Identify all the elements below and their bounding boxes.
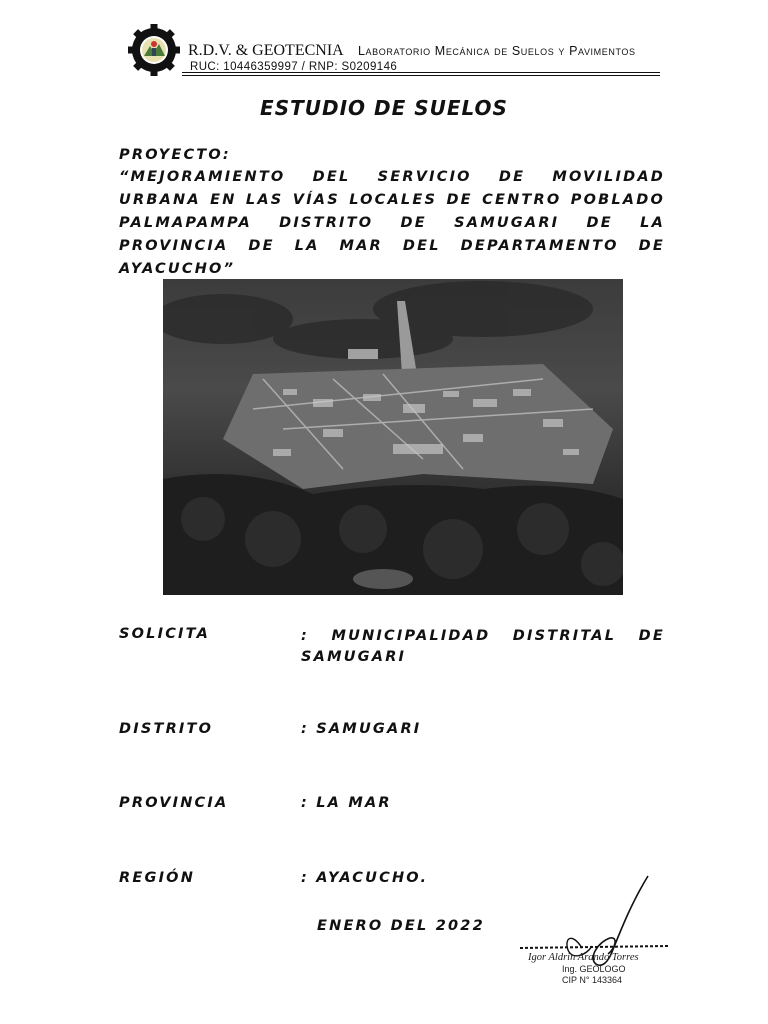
region-label: REGIÓN: [119, 870, 196, 886]
gear-logo-icon: [126, 24, 182, 76]
solicita-label: SOLICITA: [119, 626, 211, 642]
provincia-label: PROVINCIA: [119, 795, 229, 811]
signer-name: Igor Aldrin Arando Torres: [528, 952, 639, 963]
laboratory-name: Laboratorio Mecánica de Suelos y Pavimentos: [358, 44, 636, 58]
distrito-value: : SAMUGARI: [301, 721, 422, 737]
solicita-value: : MUNICIPALIDAD DISTRITAL DE SAMUGARI: [301, 628, 665, 665]
company-name: R.D.V. & GEOTECNIA: [188, 42, 344, 59]
header-rule-thin: [182, 75, 660, 76]
header-rule: [182, 72, 660, 73]
provincia-value: : LA MAR: [301, 795, 392, 811]
signature-icon: [512, 872, 682, 992]
region-value: : AYACUCHO.: [301, 870, 429, 886]
ruc-number: RUC: 10446359997 / RNP: S0209146: [190, 61, 398, 73]
document-date: ENERO DEL 2022: [317, 918, 485, 934]
distrito-label: DISTRITO: [119, 721, 214, 737]
aerial-town-photo: [163, 279, 623, 595]
document-title: ESTUDIO DE SUELOS: [260, 96, 508, 120]
signer-role: Ing. GEÓLOGO: [562, 964, 626, 974]
project-description: “MEJORAMIENTO DEL SERVICIO DE MOVILIDAD URBANA EN LAS VÍAS LOCALES DE CENTRO POBLADO PALMAPAMPA DISTRITO DE SAMUGARI DE LA PROVINCIA DE LA MAR DEL DEPARTAMENTO DE AYACUCHO”: [119, 169, 665, 277]
letterhead: [126, 24, 662, 78]
signer-cip: CIP N° 143364: [562, 975, 622, 985]
project-label: PROYECTO:: [119, 147, 231, 163]
